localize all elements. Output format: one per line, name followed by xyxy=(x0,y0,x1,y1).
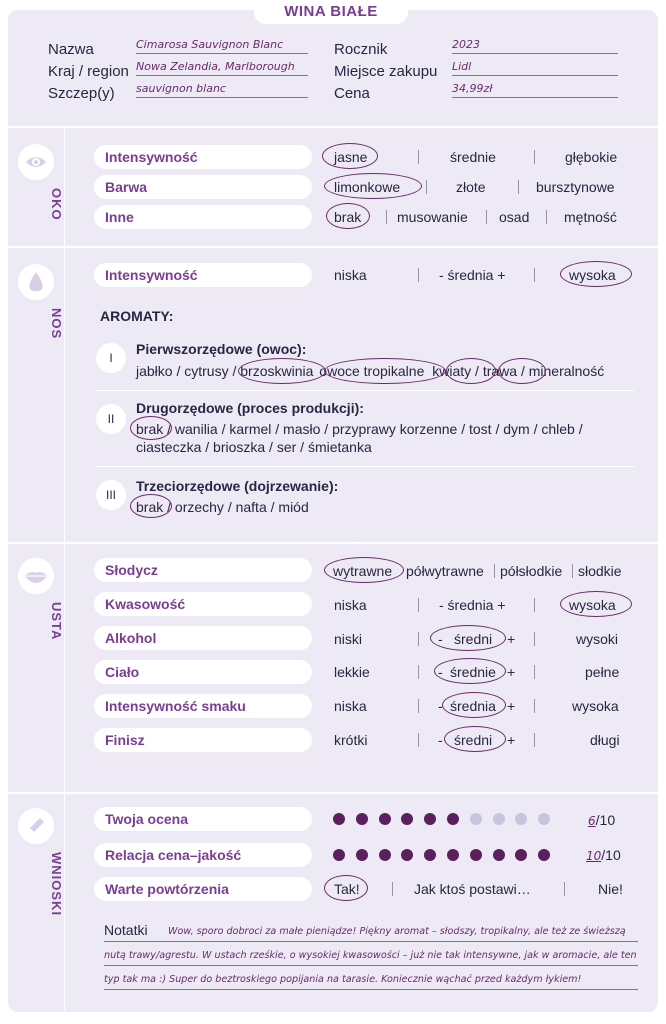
wnioski-label: WNIOSKI xyxy=(49,852,64,917)
section-rule xyxy=(64,128,65,246)
separator xyxy=(534,598,535,612)
option-polwytrawne[interactable]: półwytrawne xyxy=(406,563,484,579)
divider xyxy=(8,246,658,248)
option-wytrawne[interactable]: wytrawne xyxy=(333,563,393,579)
aroma-item[interactable]: / mineralność xyxy=(520,363,605,379)
option-srednia[interactable]: - średnia + xyxy=(439,267,506,283)
sheet-title: WINA BIAŁE xyxy=(254,0,408,24)
rating-score xyxy=(588,812,615,828)
price-field[interactable]: 34,99zł xyxy=(452,82,618,98)
selection-ring xyxy=(324,557,404,583)
lips-icon xyxy=(18,558,54,594)
separator xyxy=(534,699,535,713)
rating-dot[interactable] xyxy=(447,813,459,825)
oko-sidebar xyxy=(8,128,64,246)
separator xyxy=(418,665,419,679)
selection-ring xyxy=(130,416,172,440)
selection-ring xyxy=(560,261,632,287)
rating-dot[interactable] xyxy=(379,849,391,861)
option-metnosc[interactable]: mętność xyxy=(564,209,617,225)
option-slodkie[interactable]: słodkie xyxy=(578,563,622,579)
eye-icon xyxy=(18,144,54,180)
value-label: Relacja cena–jakość xyxy=(94,843,312,867)
region-label: Kraj / region xyxy=(48,63,129,80)
option-yes[interactable]: Tak! xyxy=(334,881,360,897)
rating-dot[interactable] xyxy=(493,849,505,861)
selection-ring xyxy=(324,173,422,199)
region-field[interactable]: Nowa Zelandia, Marlborough xyxy=(136,60,308,76)
option-low[interactable]: krótki xyxy=(334,732,368,748)
body-label: Ciało xyxy=(94,660,312,684)
nos-label: NOS xyxy=(49,308,64,340)
option-jasne[interactable]: jasne xyxy=(334,149,368,165)
name-field[interactable]: Cimarosa Sauvignon Blanc xyxy=(136,38,308,54)
year-label: Rocznik xyxy=(334,41,388,58)
rating-label: Twoja ocena xyxy=(94,807,312,831)
separator xyxy=(418,733,419,747)
separator xyxy=(534,632,535,646)
numeral-badge: II xyxy=(96,404,126,434)
option-plus: + xyxy=(507,631,516,647)
option-mid[interactable]: średni xyxy=(454,732,493,748)
separator xyxy=(418,268,419,282)
row-rule xyxy=(96,466,634,467)
usta-label: USTA xyxy=(49,602,64,641)
rating-dot[interactable] xyxy=(333,849,345,861)
finish-label: Finisz xyxy=(94,728,312,752)
section-rule xyxy=(64,794,65,1010)
rating-value[interactable]: 6 xyxy=(588,814,596,828)
aroma-items[interactable]: / orzechy / nafta / miód xyxy=(167,499,309,515)
numeral-badge: I xyxy=(96,343,126,373)
aroma-item[interactable]: jabłko / cytrusy / xyxy=(136,363,237,379)
selection-ring xyxy=(130,494,172,518)
year-field[interactable]: 2023 xyxy=(452,38,618,54)
option-low[interactable]: niska xyxy=(334,597,367,613)
selection-ring xyxy=(560,591,632,617)
rating-dot[interactable] xyxy=(470,849,482,861)
separator xyxy=(418,598,419,612)
option-plus: + xyxy=(507,664,516,680)
option-niska[interactable]: niska xyxy=(334,267,367,283)
selection-ring xyxy=(430,625,506,651)
selection-ring xyxy=(326,203,370,229)
nos-sidebar xyxy=(8,248,64,542)
wnioski-sidebar xyxy=(8,794,64,1010)
selection-ring xyxy=(324,875,368,901)
option-minus: - xyxy=(438,732,443,748)
selection-ring xyxy=(324,358,446,384)
value-value[interactable]: 10 xyxy=(586,849,602,863)
option-low[interactable]: niska xyxy=(334,698,367,714)
separator xyxy=(534,150,535,164)
option-high[interactable]: wysoka xyxy=(569,597,616,613)
option-minus: - xyxy=(438,698,443,714)
pencil-icon xyxy=(18,808,54,844)
option-bursztynowe[interactable]: bursztynowe xyxy=(536,179,615,195)
nos-intensity-label: Intensywność xyxy=(94,263,312,287)
oko-intensity-label: Intensywność xyxy=(94,145,312,169)
separator xyxy=(534,665,535,679)
notes-text[interactable]: Wow, sporo dobroci za małe pieniądze! Piękny aromat – słodszy, tropikalny, ale też ze świeższą nutą trawy/agrestu. W ustach rześkie, o wysokiej kwasowości – już nie tak intensywne, jak w aromacie, ale ten typ tak ma :) Super do beztroskiego popijania na tarasie. Koniecznie wąchać przed każdym łykiem! xyxy=(104,926,637,985)
rating-dot[interactable] xyxy=(333,813,345,825)
option-high[interactable]: długi xyxy=(590,732,620,748)
separator xyxy=(534,268,535,282)
option-mid[interactable]: średnie xyxy=(450,664,496,680)
selection-ring xyxy=(322,143,378,169)
rating-dot[interactable] xyxy=(493,813,505,825)
aroma-items[interactable]: ciasteczka / brioszka / ser / śmietanka xyxy=(136,439,372,455)
option-low[interactable]: niski xyxy=(334,631,363,647)
rating-dot[interactable] xyxy=(379,813,391,825)
aromas-heading: AROMATY: xyxy=(100,308,174,324)
place-field[interactable]: Lidl xyxy=(452,60,618,76)
selection-ring xyxy=(434,658,506,684)
separator xyxy=(518,180,519,194)
repeat-label: Warte powtórzenia xyxy=(94,877,312,901)
separator xyxy=(564,882,565,896)
grape-label: Szczep(y) xyxy=(48,85,115,102)
separator xyxy=(572,564,573,578)
usta-sidebar xyxy=(8,544,64,792)
divider xyxy=(8,126,658,128)
selection-ring xyxy=(498,358,546,384)
acidity-label: Kwasowość xyxy=(94,592,312,616)
option-brak[interactable]: brak xyxy=(334,209,362,225)
separator xyxy=(386,210,387,224)
separator xyxy=(418,632,419,646)
selection-ring xyxy=(446,358,496,384)
oko-colour-label: Barwa xyxy=(94,175,312,199)
aroma-item[interactable]: kwiaty xyxy=(432,363,472,379)
option-low[interactable]: lekkie xyxy=(334,664,370,680)
option-minus: - xyxy=(438,664,443,680)
separator xyxy=(486,210,487,224)
divider xyxy=(8,792,658,794)
sweetness-label: Słodycz xyxy=(94,558,312,582)
option-mid[interactable]: średnia xyxy=(450,698,496,714)
notes-label: Notatki xyxy=(104,922,148,938)
grape-field[interactable]: sauvignon blanc xyxy=(136,82,308,98)
option-mid[interactable]: średni xyxy=(454,631,493,647)
nose-icon xyxy=(18,264,54,300)
value-score xyxy=(586,847,621,863)
selection-ring xyxy=(442,692,506,718)
separator xyxy=(534,733,535,747)
oko-other-label: Inne xyxy=(94,205,312,229)
flavour-intensity-label: Intensywność smaku xyxy=(94,694,312,718)
separator xyxy=(418,699,419,713)
aroma-item[interactable]: trawa xyxy=(482,363,518,379)
aroma-item[interactable]: owoce tropikalne xyxy=(319,363,425,379)
primary-aromas-title: Pierwszorzędowe (owoc): xyxy=(136,341,307,357)
aroma-items[interactable]: / wanilia / karmel / masło / przyprawy korzenne / tost / dym / chleb / xyxy=(167,421,583,437)
option-srednie[interactable]: średnie xyxy=(450,149,496,165)
section-rule xyxy=(64,248,65,542)
name-label: Nazwa xyxy=(48,41,94,58)
selection-ring xyxy=(238,358,326,384)
option-no[interactable]: Nie! xyxy=(598,881,623,897)
aroma-item[interactable]: brak xyxy=(136,499,164,515)
option-limonkowe[interactable]: limonkowe xyxy=(334,179,401,195)
separator xyxy=(546,210,547,224)
oko-label: OKO xyxy=(49,188,64,221)
option-maybe[interactable]: Jak ktoś postawi… xyxy=(414,881,531,897)
rating-dot[interactable] xyxy=(447,849,459,861)
tertiary-aromas-title: Trzeciorzędowe (dojrzewanie): xyxy=(136,478,339,494)
separator xyxy=(494,564,495,578)
value-max: /10 xyxy=(601,847,621,863)
aroma-item[interactable]: brak xyxy=(136,421,164,437)
option-high[interactable]: pełne xyxy=(585,664,620,680)
option-plus: + xyxy=(507,732,516,748)
aroma-item[interactable]: brzoskwinia xyxy=(240,363,314,379)
place-label: Miejsce zakupu xyxy=(334,63,438,80)
secondary-aromas-title: Drugorzędowe (proces produkcji): xyxy=(136,400,364,416)
separator xyxy=(426,180,427,194)
aroma-separator: / xyxy=(475,363,479,379)
option-glebokie[interactable]: głębokie xyxy=(565,149,618,165)
price-label: Cena xyxy=(334,85,370,102)
rating-dot[interactable] xyxy=(470,813,482,825)
separator xyxy=(392,882,393,896)
selection-ring xyxy=(444,726,506,752)
option-high[interactable]: wysoka xyxy=(572,698,619,714)
numeral-badge: III xyxy=(96,480,126,510)
separator xyxy=(418,150,419,164)
option-musowanie[interactable]: musowanie xyxy=(397,209,468,225)
alcohol-label: Alkohol xyxy=(94,626,312,650)
option-osad[interactable]: osad xyxy=(499,209,530,225)
option-mid[interactable]: - średnia + xyxy=(439,597,506,613)
option-zlote[interactable]: złote xyxy=(456,179,486,195)
rating-dot[interactable] xyxy=(356,813,368,825)
option-polslodkie[interactable]: półsłodkie xyxy=(500,563,563,579)
section-rule xyxy=(64,544,65,792)
option-high[interactable]: wysoki xyxy=(576,631,619,647)
rating-max: /10 xyxy=(595,812,616,828)
secondary-aromas-list xyxy=(136,420,583,456)
option-wysoka[interactable]: wysoka xyxy=(569,267,616,283)
option-minus: - xyxy=(438,631,443,647)
rating-dot[interactable] xyxy=(356,849,368,861)
divider xyxy=(8,542,658,544)
row-rule xyxy=(96,390,634,391)
option-plus: + xyxy=(507,698,516,714)
